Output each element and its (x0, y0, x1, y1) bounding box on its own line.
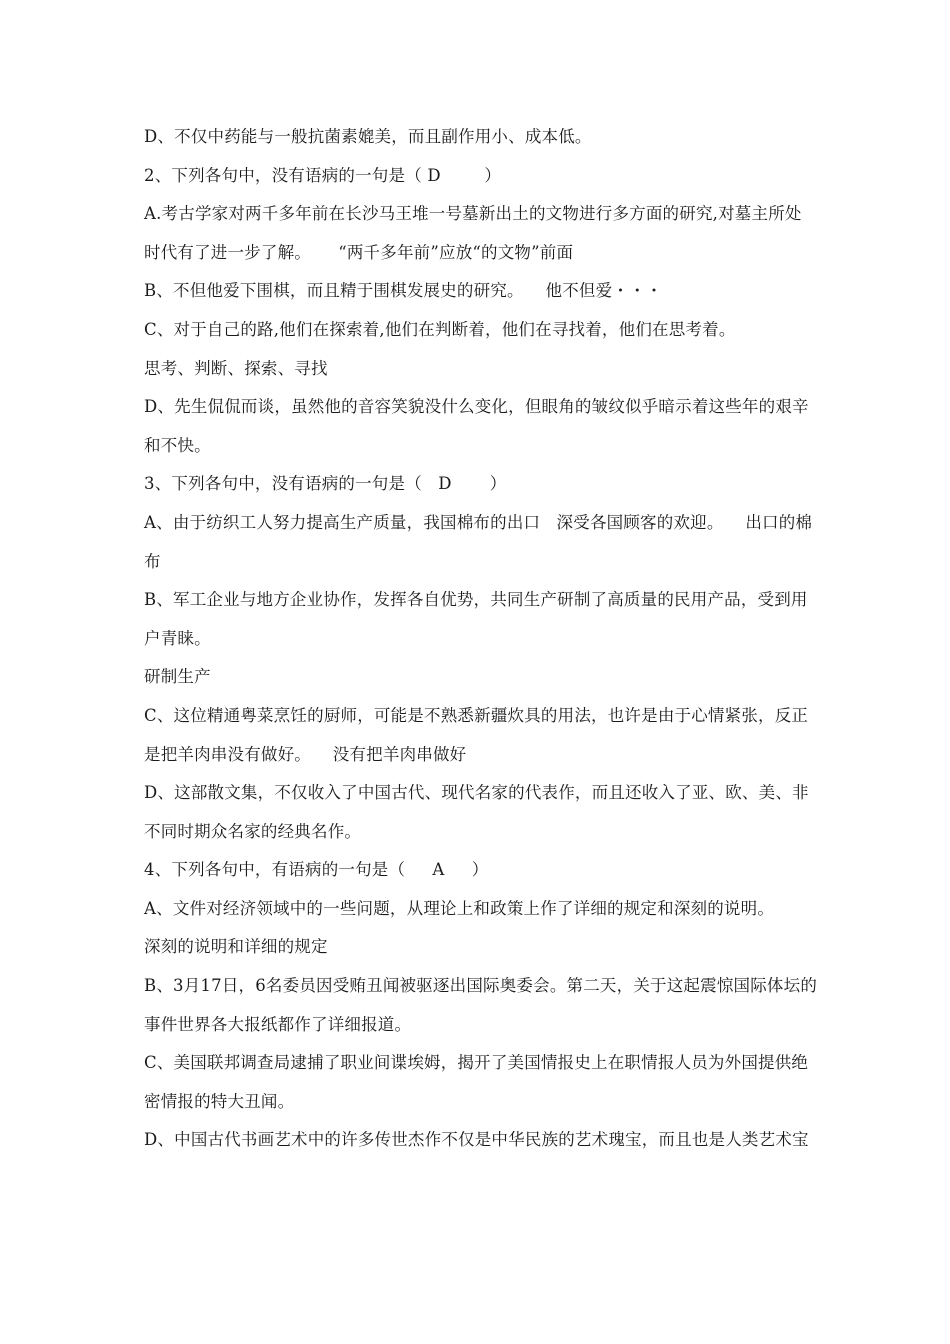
document-body (144, 118, 818, 1160)
question-2-heading: 2、下列各句中，没有语病的一句是（ D ） (144, 165, 502, 185)
text-line: D、先生侃侃而谈，虽然他的音容笑貌没什么变化，但眼角的皱纹似乎暗示着这些年的艰辛 (144, 397, 809, 417)
text-line: B、不但他爱下围棋，而且精于围棋发展史的研究。 他不但爱・・・ (144, 281, 663, 301)
text-line: 不同时期众名家的经典名作。 (144, 821, 362, 841)
text-line: 是把羊肉串没有做好。 没有把羊肉串做好 (144, 744, 467, 764)
text-line: C、对于自己的路,他们在探索着,他们在判断着，他们在寻找着，他们在思考着。 (144, 319, 736, 339)
question-4-heading: 4、下列各句中，有语病的一句是（ A ） (144, 860, 489, 880)
text-line: C、这位精通粤菜烹饪的厨师，可能是不熟悉新疆炊具的用法，也许是由于心情紧张，反正 (144, 705, 809, 725)
text-line: 深刻的说明和详细的规定 (144, 937, 328, 957)
text-line: 事件世界各大报纸都作了详细报道。 (144, 1014, 412, 1034)
text-line: B、3月17日，6名委员因受贿丑闻被驱逐出国际奥委会。第二天，关于这起震惊国际体坛的 (144, 976, 818, 996)
text-line: 和不快。 (144, 435, 211, 455)
text-line: 时代有了进一步了解。 “两千多年前”应放“的文物”前面 (144, 242, 574, 262)
text-line: B、军工企业与地方企业协作，发挥各自优势，共同生产研制了高质量的民用产品，受到用 (144, 590, 808, 610)
text-line: D、不仅中药能与一般抗菌素媲美，而且副作用小、成本低。 (144, 127, 592, 146)
text-line: A、文件对经济领域中的一些问题，从理论上和政策上作了详细的规定和深刻的说明。 (144, 898, 775, 918)
text-line: 密情报的特大丑闻。 (144, 1091, 295, 1111)
text-line: A.考古学家对两千多年前在长沙马王堆一号墓新出土的文物进行多方面的研究,对墓主所处 (144, 204, 802, 224)
text-line: D、中国古代书画艺术中的许多传世杰作不仅是中华民族的艺术瑰宝，而且也是人类艺术宝 (144, 1130, 809, 1150)
question-3-heading: 3、下列各句中，没有语病的一句是（ D ） (144, 474, 507, 494)
text-line: 布 (144, 551, 161, 571)
text-line: 户青睐。 (144, 628, 211, 648)
text-line: 研制生产 (144, 667, 211, 687)
text-line: C、美国联邦调查局逮捕了职业间谍埃姆，揭开了美国情报史上在职情报人员为外国提供绝 (144, 1053, 809, 1073)
text-line: A、由于纺织工人努力提高生产质量，我国棉布的出口 深受各国顾客的欢迎。 出口的棉 (144, 512, 813, 532)
text-line: D、这部散文集，不仅收入了中国古代、现代名家的代表作，而且还收入了亚、欧、美、非 (144, 783, 809, 803)
text-line: 思考、判断、探索、寻找 (144, 358, 328, 378)
